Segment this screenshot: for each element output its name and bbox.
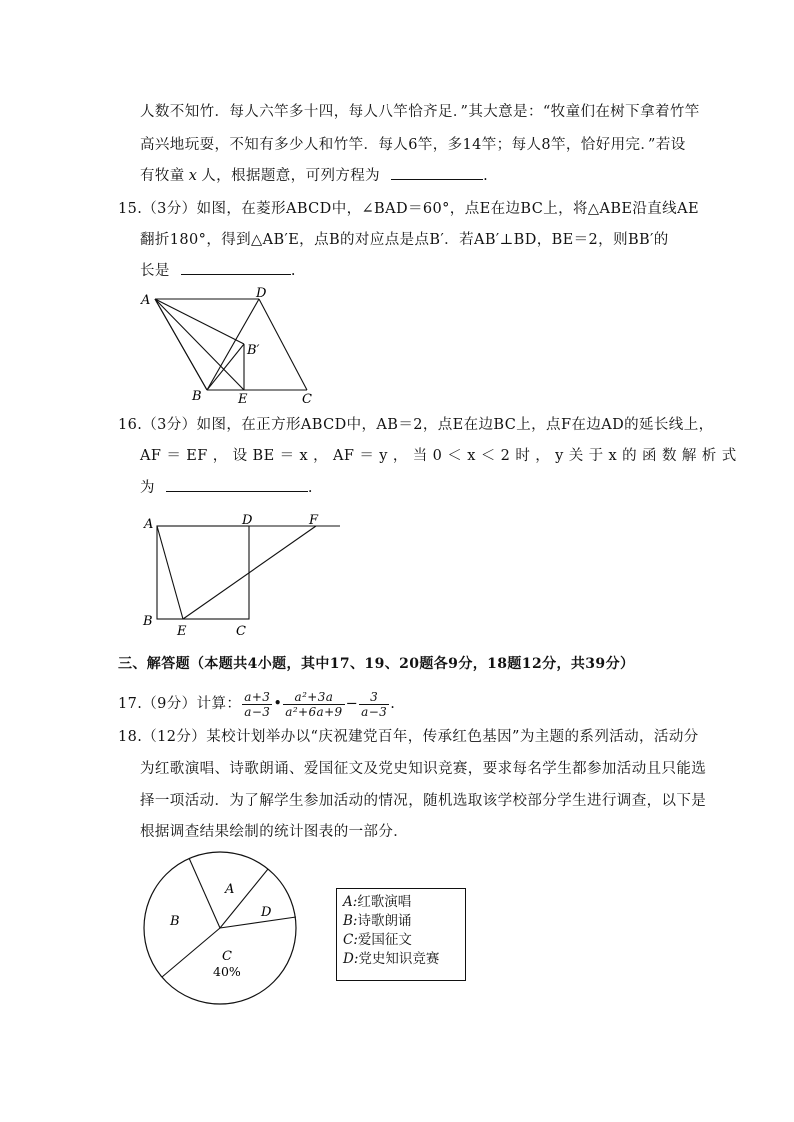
q16-label-D: D xyxy=(242,513,253,528)
pie-legend xyxy=(336,888,466,981)
q15-line-3-a: 长是 xyxy=(140,263,170,279)
q16-line-3 xyxy=(140,478,313,498)
p14-line-3-b: 人，根据题意，可列方程为 xyxy=(201,168,381,184)
q15-label-Bprime: B′ xyxy=(247,343,260,358)
pie-divider-DC xyxy=(220,917,296,928)
pie-slice-label-C: C xyxy=(222,949,232,964)
legend-item-A xyxy=(343,893,459,912)
p14-line-1: 人数不知竹．每人六竿多十四，每人八竿恰齐足．”其大意是：“牧童们在树下拿着竹竿 xyxy=(140,104,700,120)
q16-line-1: 16.（3分）如图，在正方形ABCD中，AB＝2，点E在边BC上，点F在边AD的延长线上， xyxy=(118,417,714,433)
q15-label-D: D xyxy=(256,286,267,301)
q17-f1-numerator: a+3 xyxy=(244,689,271,704)
q16-label-C: C xyxy=(236,624,246,639)
q17-line xyxy=(118,689,395,719)
pie-slice-label-B: B xyxy=(170,914,180,929)
q17-fraction-3 xyxy=(359,690,389,719)
pie-slice-value-C: 40% xyxy=(213,964,241,979)
legend-key-A: A: xyxy=(343,894,358,910)
q15-line-2: 翻折180°，得到△AB′E，点B的对应点是点B′．若AB′⊥BD，BE＝2，则BB′的 xyxy=(140,232,669,248)
legend-key-D: D: xyxy=(343,951,359,967)
pie-divider-CB xyxy=(162,928,220,977)
q15-label-B: B xyxy=(192,389,202,404)
q17-fraction-1 xyxy=(242,690,272,719)
q16-label-B: B xyxy=(143,614,153,629)
q17-minus: − xyxy=(345,696,359,712)
pie-slice-label-A: A xyxy=(225,882,235,897)
p14-line-3 xyxy=(140,166,488,186)
q16-square-figure xyxy=(138,508,348,644)
q16-line-2: AF ＝ EF ， 设 BE ＝ x ， AF ＝ y ， 当 0 ＜ x ＜ 2 时 ， y 关 于 x 的 函 数 解 析 式 xyxy=(140,448,737,464)
q17-f1-denominator: a−3 xyxy=(244,704,271,719)
p14-period: . xyxy=(483,168,489,184)
pie-divider-AB xyxy=(189,858,220,928)
q15-line-1: 15.（3分）如图，在菱形ABCD中，∠BAD＝60°，点E在边BC上，将△ABE沿直线AE xyxy=(118,201,699,217)
q16-period: . xyxy=(307,480,313,496)
p14-var-x: x xyxy=(188,168,198,184)
q17-f3-numerator: 3 xyxy=(359,690,389,705)
q17-f2-numerator: a²+3a xyxy=(283,690,344,705)
q18-line-3: 择一项活动．为了解学生参加活动的情况，随机选取该学校部分学生进行调查，以下是 xyxy=(140,793,707,809)
legend-item-D xyxy=(343,950,459,969)
legend-key-B: B: xyxy=(343,913,358,929)
pie-slice-label-D: D xyxy=(261,905,272,920)
q17-period: . xyxy=(390,696,396,712)
legend-item-B xyxy=(343,912,459,931)
p14-line-2: 高兴地玩耍，不知有多少人和竹竿．每人6竿，多14竿；每人8竿，恰好用完．”若设 xyxy=(140,137,686,153)
q16-line-3-a: 为 xyxy=(140,480,155,496)
legend-label-A: 红歌演唱 xyxy=(357,894,412,910)
q16-label-F: F xyxy=(309,513,319,528)
q15-period: . xyxy=(290,263,296,279)
q18-line-1: 18.（12分）某校计划举办以“庆祝建党百年，传承红色基因”为主题的系列活动，活动分 xyxy=(118,729,699,745)
p14-answer-blank[interactable] xyxy=(391,167,483,180)
q15-rhombus-figure xyxy=(135,284,325,409)
q18-line-2: 为红歌演唱、诗歌朗诵、爱国征文及党史知识竞赛，要求每名学生都参加活动且只能选 xyxy=(140,761,707,777)
legend-label-C: 爱国征文 xyxy=(357,932,412,948)
legend-key-C: C: xyxy=(343,932,358,948)
legend-item-C xyxy=(343,931,459,950)
q17-prefix: 17.（9分）计算： xyxy=(118,696,242,712)
legend-label-D: 党史知识竞赛 xyxy=(358,951,440,967)
pie-chart xyxy=(140,848,305,1013)
q17-dot: • xyxy=(273,696,283,712)
p14-line-3-a: 有牧童 xyxy=(140,168,185,184)
legend-label-B: 诗歌朗诵 xyxy=(357,913,412,929)
q15-answer-blank[interactable] xyxy=(181,262,291,275)
q15-label-C: C xyxy=(302,392,312,407)
q16-label-E: E xyxy=(177,624,187,639)
q15-line-3 xyxy=(140,261,296,281)
q17-f3-denominator: a−3 xyxy=(361,704,388,719)
q16-label-A: A xyxy=(144,517,154,532)
q17-fraction-2 xyxy=(283,690,344,719)
q15-label-A: A xyxy=(141,293,151,308)
section-3-heading: 三、解答题（本题共4小题，其中17、19、20题各9分，18题12分，共39分） xyxy=(118,656,635,672)
q18-line-4: 根据调查结果绘制的统计图表的一部分． xyxy=(140,824,409,840)
q17-f2-denominator: a²+6a+9 xyxy=(285,704,343,719)
q16-answer-blank[interactable] xyxy=(166,479,308,492)
q15-label-E: E xyxy=(238,392,248,407)
